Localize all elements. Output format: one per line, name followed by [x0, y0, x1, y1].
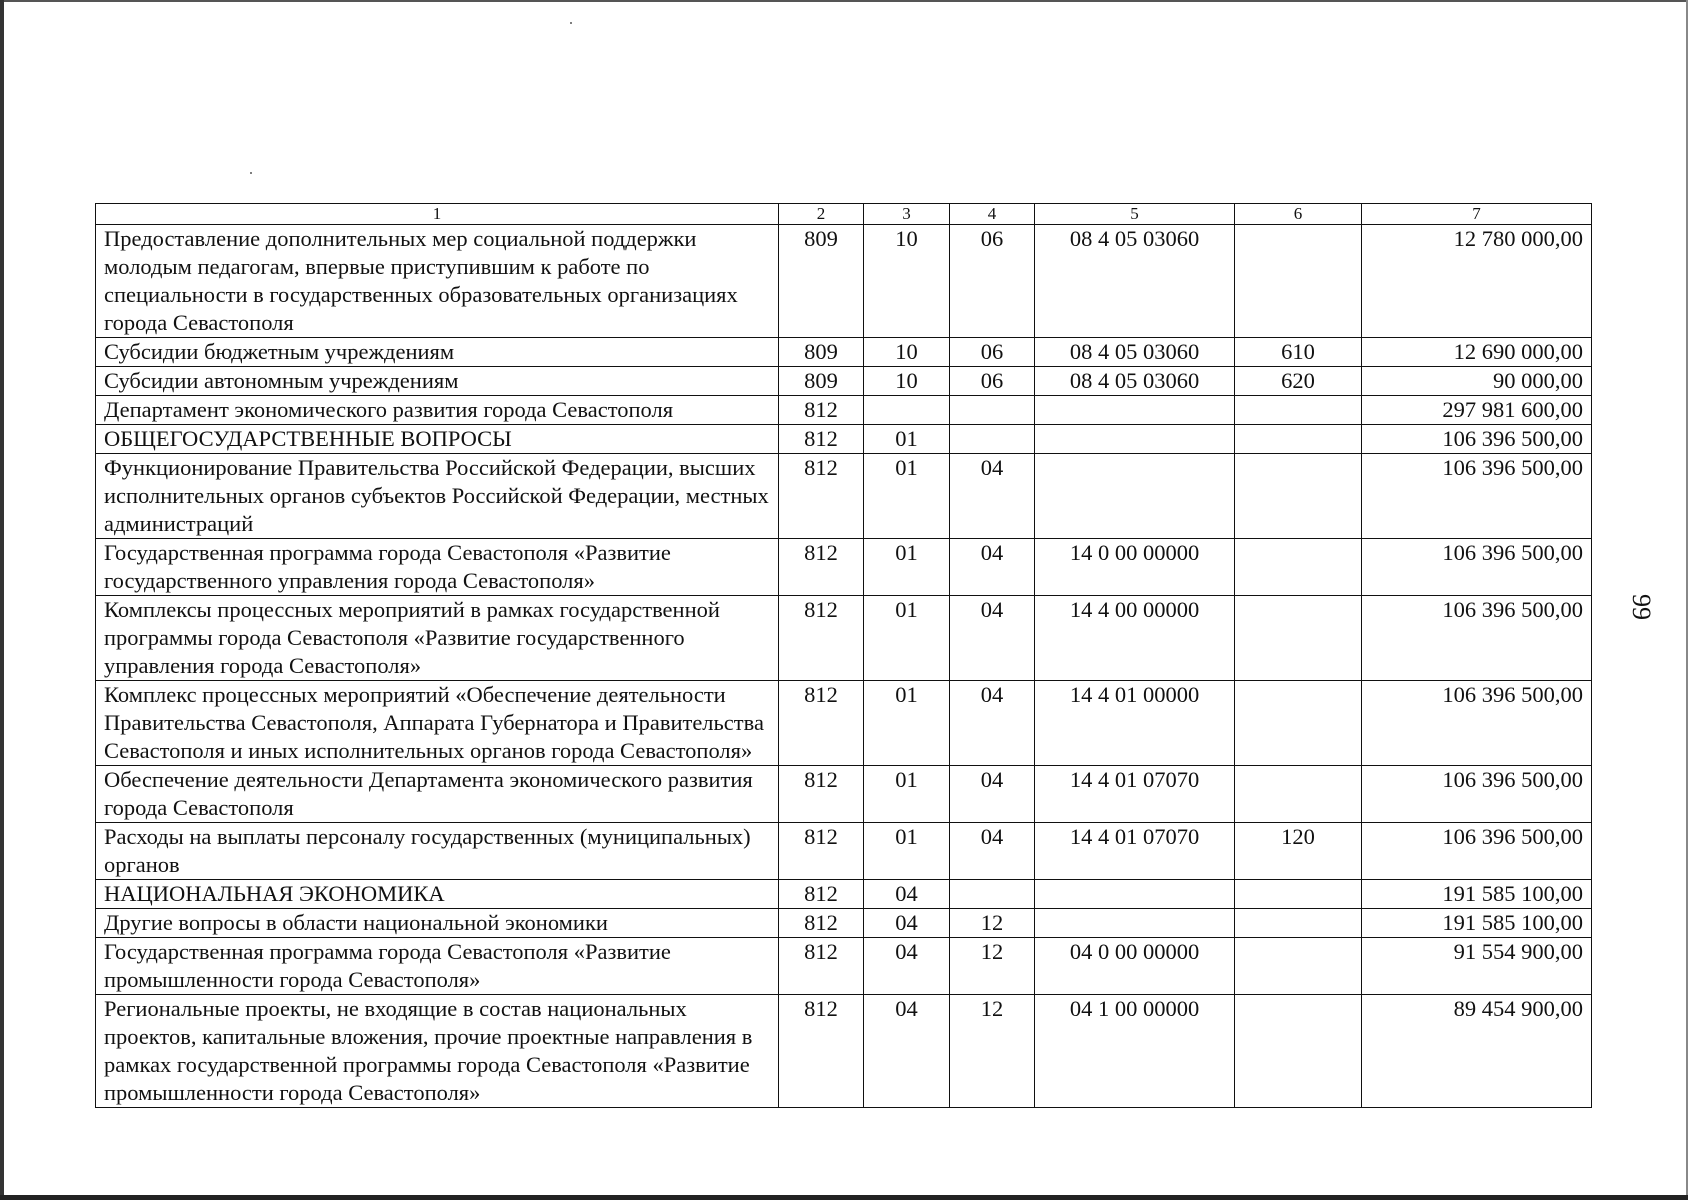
row-expense-type-cell: 120	[1235, 823, 1362, 880]
row-ministry-code-cell: 809	[779, 367, 864, 396]
table-row	[96, 995, 1592, 1108]
row-target-article-cell	[1035, 909, 1235, 938]
row-amount-cell: 191 585 100,00	[1362, 909, 1592, 938]
row-section-cell: 01	[864, 454, 950, 539]
table-row	[96, 681, 1592, 766]
row-ministry-code-cell: 812	[779, 880, 864, 909]
row-name-cell: Расходы на выплаты персоналу государственных (муниципальных) органов	[96, 823, 779, 880]
column-header-4: 4	[950, 204, 1035, 225]
row-expense-type-cell	[1235, 909, 1362, 938]
table-row	[96, 880, 1592, 909]
row-section-cell: 04	[864, 909, 950, 938]
row-subsection-cell: 06	[950, 367, 1035, 396]
row-ministry-code-cell: 812	[779, 396, 864, 425]
row-target-article-cell: 14 0 00 00000	[1035, 539, 1235, 596]
row-name-cell: Субсидии автономным учреждениям	[96, 367, 779, 396]
budget-table	[95, 203, 1592, 1108]
row-subsection-cell: 04	[950, 596, 1035, 681]
table-row	[96, 338, 1592, 367]
row-name-cell: Региональные проекты, не входящие в состав национальных проектов, капитальные вложения, прочие проектные направления в рамках государственной программы города Севастополя «Развитие промышленности города Севастополя»	[96, 995, 779, 1108]
column-number-row	[96, 204, 1592, 225]
row-amount-cell: 12 780 000,00	[1362, 225, 1592, 338]
scan-speck	[250, 172, 252, 174]
row-section-cell: 01	[864, 766, 950, 823]
row-amount-cell: 106 396 500,00	[1362, 454, 1592, 539]
row-section-cell: 01	[864, 823, 950, 880]
row-ministry-code-cell: 812	[779, 539, 864, 596]
row-expense-type-cell	[1235, 454, 1362, 539]
column-header-3: 3	[864, 204, 950, 225]
row-name-cell: Обеспечение деятельности Департамента экономического развития города Севастополя	[96, 766, 779, 823]
row-name-cell: ОБЩЕГОСУДАРСТВЕННЫЕ ВОПРОСЫ	[96, 425, 779, 454]
table-row	[96, 766, 1592, 823]
row-section-cell: 10	[864, 225, 950, 338]
table-row	[96, 938, 1592, 995]
row-ministry-code-cell: 809	[779, 225, 864, 338]
row-target-article-cell	[1035, 880, 1235, 909]
table-row	[96, 425, 1592, 454]
row-name-cell: Комплекс процессных мероприятий «Обеспечение деятельности Правительства Севастополя, Аппарата Губернатора и Правительства Севастополя и иных исполнительных органов города Севастополя»	[96, 681, 779, 766]
row-amount-cell: 297 981 600,00	[1362, 396, 1592, 425]
row-subsection-cell: 12	[950, 909, 1035, 938]
row-expense-type-cell	[1235, 225, 1362, 338]
row-target-article-cell	[1035, 425, 1235, 454]
row-subsection-cell: 12	[950, 995, 1035, 1108]
row-section-cell: 01	[864, 425, 950, 454]
column-header-7: 7	[1362, 204, 1592, 225]
row-section-cell	[864, 396, 950, 425]
row-expense-type-cell	[1235, 681, 1362, 766]
column-header-1: 1	[96, 204, 779, 225]
column-header-6: 6	[1235, 204, 1362, 225]
row-expense-type-cell	[1235, 766, 1362, 823]
row-ministry-code-cell: 812	[779, 454, 864, 539]
table-row	[96, 396, 1592, 425]
table-row	[96, 225, 1592, 338]
row-subsection-cell: 04	[950, 823, 1035, 880]
row-amount-cell: 191 585 100,00	[1362, 880, 1592, 909]
row-expense-type-cell: 610	[1235, 338, 1362, 367]
row-name-cell: Субсидии бюджетным учреждениям	[96, 338, 779, 367]
row-section-cell: 04	[864, 938, 950, 995]
row-amount-cell: 90 000,00	[1362, 367, 1592, 396]
row-target-article-cell: 14 4 00 00000	[1035, 596, 1235, 681]
row-amount-cell: 106 396 500,00	[1362, 425, 1592, 454]
row-ministry-code-cell: 812	[779, 995, 864, 1108]
scan-speck	[570, 22, 572, 24]
row-amount-cell: 106 396 500,00	[1362, 823, 1592, 880]
row-expense-type-cell	[1235, 425, 1362, 454]
row-name-cell: Комплексы процессных мероприятий в рамках государственной программы города Севастополя «Развитие государственного управления города Севастополя»	[96, 596, 779, 681]
row-target-article-cell: 08 4 05 03060	[1035, 338, 1235, 367]
row-amount-cell: 91 554 900,00	[1362, 938, 1592, 995]
row-amount-cell: 106 396 500,00	[1362, 596, 1592, 681]
row-amount-cell: 12 690 000,00	[1362, 338, 1592, 367]
row-target-article-cell: 08 4 05 03060	[1035, 367, 1235, 396]
row-name-cell: Государственная программа города Севастополя «Развитие государственного управления города Севастополя»	[96, 539, 779, 596]
row-section-cell: 10	[864, 338, 950, 367]
row-expense-type-cell	[1235, 880, 1362, 909]
row-subsection-cell	[950, 880, 1035, 909]
table-body	[96, 225, 1592, 1108]
table-row	[96, 823, 1592, 880]
row-amount-cell: 106 396 500,00	[1362, 681, 1592, 766]
row-name-cell: Государственная программа города Севастополя «Развитие промышленности города Севастополя»	[96, 938, 779, 995]
row-name-cell: НАЦИОНАЛЬНАЯ ЭКОНОМИКА	[96, 880, 779, 909]
row-ministry-code-cell: 812	[779, 425, 864, 454]
row-section-cell: 10	[864, 367, 950, 396]
row-subsection-cell: 06	[950, 338, 1035, 367]
row-subsection-cell: 04	[950, 681, 1035, 766]
row-ministry-code-cell: 812	[779, 596, 864, 681]
row-expense-type-cell	[1235, 539, 1362, 596]
row-amount-cell: 106 396 500,00	[1362, 539, 1592, 596]
row-amount-cell: 89 454 900,00	[1362, 995, 1592, 1108]
row-target-article-cell	[1035, 396, 1235, 425]
row-target-article-cell: 04 0 00 00000	[1035, 938, 1235, 995]
row-expense-type-cell	[1235, 938, 1362, 995]
row-name-cell: Другие вопросы в области национальной экономики	[96, 909, 779, 938]
column-header-5: 5	[1035, 204, 1235, 225]
row-section-cell: 01	[864, 539, 950, 596]
scan-edge-left	[0, 0, 4, 1200]
row-expense-type-cell	[1235, 596, 1362, 681]
row-ministry-code-cell: 812	[779, 823, 864, 880]
row-name-cell: Департамент экономического развития города Севастополя	[96, 396, 779, 425]
row-subsection-cell: 12	[950, 938, 1035, 995]
row-ministry-code-cell: 812	[779, 938, 864, 995]
page-number: 99	[1627, 594, 1656, 620]
row-name-cell: Предоставление дополнительных мер социальной поддержки молодым педагогам, впервые приступившим к работе по специальности в государственных образовательных организациях города Севастополя	[96, 225, 779, 338]
row-target-article-cell: 14 4 01 07070	[1035, 766, 1235, 823]
row-target-article-cell: 08 4 05 03060	[1035, 225, 1235, 338]
table-row	[96, 539, 1592, 596]
row-section-cell: 04	[864, 880, 950, 909]
row-expense-type-cell: 620	[1235, 367, 1362, 396]
table-row	[96, 454, 1592, 539]
scan-edge-bottom	[0, 1195, 1688, 1200]
table-row	[96, 367, 1592, 396]
row-ministry-code-cell: 812	[779, 681, 864, 766]
row-subsection-cell: 04	[950, 454, 1035, 539]
row-subsection-cell: 04	[950, 539, 1035, 596]
row-subsection-cell	[950, 425, 1035, 454]
row-amount-cell: 106 396 500,00	[1362, 766, 1592, 823]
column-header-2: 2	[779, 204, 864, 225]
row-name-cell: Функционирование Правительства Российской Федерации, высших исполнительных органов субъектов Российской Федерации, местных администраций	[96, 454, 779, 539]
row-ministry-code-cell: 809	[779, 338, 864, 367]
row-section-cell: 01	[864, 681, 950, 766]
row-target-article-cell: 14 4 01 00000	[1035, 681, 1235, 766]
row-ministry-code-cell: 812	[779, 766, 864, 823]
row-subsection-cell	[950, 396, 1035, 425]
row-section-cell: 01	[864, 596, 950, 681]
row-subsection-cell: 06	[950, 225, 1035, 338]
row-ministry-code-cell: 812	[779, 909, 864, 938]
row-target-article-cell	[1035, 454, 1235, 539]
row-target-article-cell: 14 4 01 07070	[1035, 823, 1235, 880]
table-row	[96, 596, 1592, 681]
scan-edge-top	[0, 0, 1688, 2]
table-row	[96, 909, 1592, 938]
row-expense-type-cell	[1235, 995, 1362, 1108]
row-section-cell: 04	[864, 995, 950, 1108]
row-target-article-cell: 04 1 00 00000	[1035, 995, 1235, 1108]
row-subsection-cell: 04	[950, 766, 1035, 823]
row-expense-type-cell	[1235, 396, 1362, 425]
